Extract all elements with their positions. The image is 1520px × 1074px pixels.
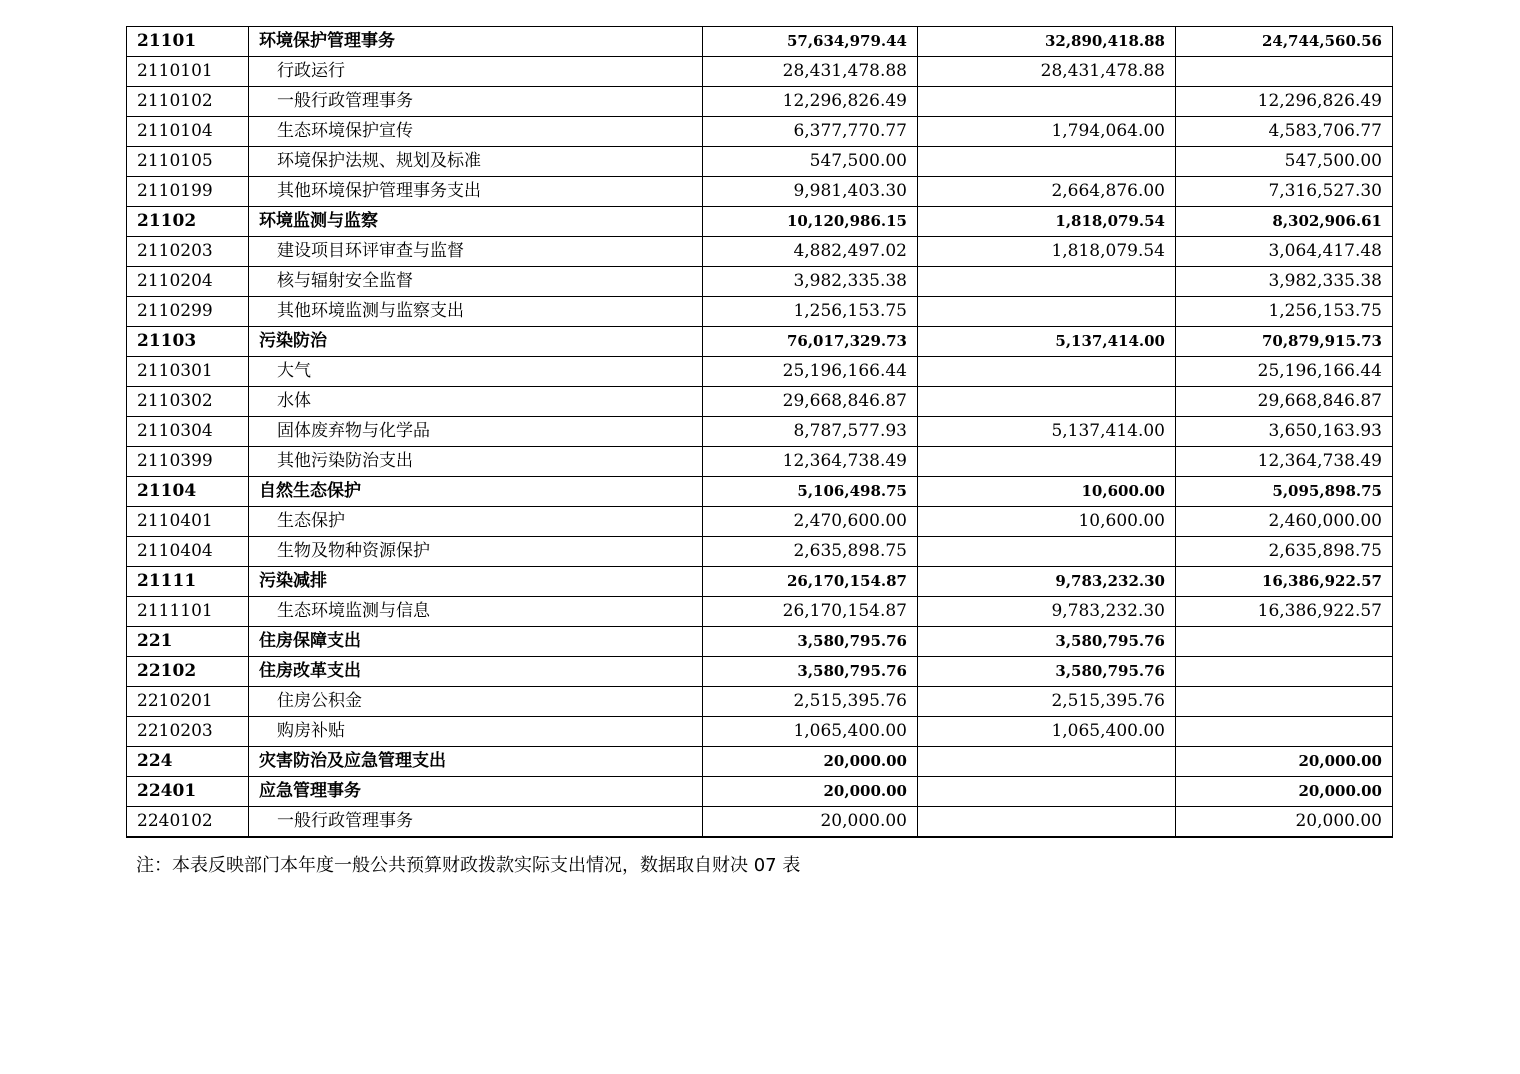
table-row-category (127, 627, 1393, 657)
project-expenditure-cell: 29,668,846.87 (1176, 387, 1393, 417)
basic-expenditure-cell (918, 297, 1176, 327)
total-cell: 9,981,403.30 (703, 177, 918, 207)
project-expenditure-cell: 12,364,738.49 (1176, 447, 1393, 477)
code-cell: 21111 (127, 567, 249, 597)
name-cell: 其他污染防治支出 (249, 447, 703, 477)
project-expenditure-cell: 3,064,417.48 (1176, 237, 1393, 267)
total-cell: 2,515,395.76 (703, 687, 918, 717)
project-expenditure-cell (1176, 657, 1393, 687)
name-cell: 其他环境监测与监察支出 (249, 297, 703, 327)
code-cell: 21102 (127, 207, 249, 237)
project-expenditure-cell: 3,982,335.38 (1176, 267, 1393, 297)
code-cell: 2110301 (127, 357, 249, 387)
name-cell: 大气 (249, 357, 703, 387)
basic-expenditure-cell: 2,664,876.00 (918, 177, 1176, 207)
basic-expenditure-cell: 5,137,414.00 (918, 327, 1176, 357)
total-cell: 57,634,979.44 (703, 27, 918, 57)
project-expenditure-cell: 547,500.00 (1176, 147, 1393, 177)
basic-expenditure-cell: 3,580,795.76 (918, 657, 1176, 687)
basic-expenditure-cell: 10,600.00 (918, 507, 1176, 537)
code-cell: 2111101 (127, 597, 249, 627)
project-expenditure-cell: 4,583,706.77 (1176, 117, 1393, 147)
table-row (127, 687, 1393, 717)
project-expenditure-cell: 25,196,166.44 (1176, 357, 1393, 387)
total-cell: 3,580,795.76 (703, 627, 918, 657)
total-cell: 20,000.00 (703, 807, 918, 838)
name-cell: 行政运行 (249, 57, 703, 87)
name-cell: 污染减排 (249, 567, 703, 597)
code-cell: 2110105 (127, 147, 249, 177)
basic-expenditure-cell (918, 777, 1176, 807)
table-row (127, 537, 1393, 567)
table-row (127, 177, 1393, 207)
basic-expenditure-cell (918, 537, 1176, 567)
name-cell: 环境保护管理事务 (249, 27, 703, 57)
project-expenditure-cell: 3,650,163.93 (1176, 417, 1393, 447)
code-cell: 2210201 (127, 687, 249, 717)
basic-expenditure-cell: 1,065,400.00 (918, 717, 1176, 747)
total-cell: 12,296,826.49 (703, 87, 918, 117)
name-cell: 建设项目环评审查与监督 (249, 237, 703, 267)
code-cell: 221 (127, 627, 249, 657)
basic-expenditure-cell: 28,431,478.88 (918, 57, 1176, 87)
basic-expenditure-cell: 10,600.00 (918, 477, 1176, 507)
basic-expenditure-cell: 32,890,418.88 (918, 27, 1176, 57)
code-cell: 21103 (127, 327, 249, 357)
basic-expenditure-cell (918, 447, 1176, 477)
code-cell: 2110199 (127, 177, 249, 207)
total-cell: 3,580,795.76 (703, 657, 918, 687)
code-cell: 2110401 (127, 507, 249, 537)
name-cell: 自然生态保护 (249, 477, 703, 507)
total-cell: 547,500.00 (703, 147, 918, 177)
table-row (127, 357, 1393, 387)
table-row-category (127, 207, 1393, 237)
project-expenditure-cell (1176, 687, 1393, 717)
table-row (127, 57, 1393, 87)
name-cell: 生态环境保护宣传 (249, 117, 703, 147)
total-cell: 20,000.00 (703, 777, 918, 807)
project-expenditure-cell (1176, 627, 1393, 657)
code-cell: 22102 (127, 657, 249, 687)
total-cell: 4,882,497.02 (703, 237, 918, 267)
name-cell: 购房补贴 (249, 717, 703, 747)
table-body (127, 27, 1393, 838)
project-expenditure-cell (1176, 717, 1393, 747)
name-cell: 应急管理事务 (249, 777, 703, 807)
code-cell: 2110399 (127, 447, 249, 477)
basic-expenditure-cell (918, 267, 1176, 297)
code-cell: 2110204 (127, 267, 249, 297)
basic-expenditure-cell (918, 807, 1176, 838)
total-cell: 12,364,738.49 (703, 447, 918, 477)
code-cell: 22401 (127, 777, 249, 807)
table-row (127, 597, 1393, 627)
name-cell: 灾害防治及应急管理支出 (249, 747, 703, 777)
project-expenditure-cell: 20,000.00 (1176, 747, 1393, 777)
project-expenditure-cell: 7,316,527.30 (1176, 177, 1393, 207)
table-row (127, 117, 1393, 147)
basic-expenditure-cell: 9,783,232.30 (918, 567, 1176, 597)
code-cell: 2110404 (127, 537, 249, 567)
basic-expenditure-cell: 3,580,795.76 (918, 627, 1176, 657)
total-cell: 28,431,478.88 (703, 57, 918, 87)
name-cell: 其他环境保护管理事务支出 (249, 177, 703, 207)
code-cell: 2110304 (127, 417, 249, 447)
code-cell: 2110101 (127, 57, 249, 87)
code-cell: 2110203 (127, 237, 249, 267)
table-row (127, 447, 1393, 477)
total-cell: 10,120,986.15 (703, 207, 918, 237)
total-cell: 5,106,498.75 (703, 477, 918, 507)
code-cell: 2110302 (127, 387, 249, 417)
basic-expenditure-cell: 1,818,079.54 (918, 237, 1176, 267)
total-cell: 2,635,898.75 (703, 537, 918, 567)
project-expenditure-cell: 70,879,915.73 (1176, 327, 1393, 357)
basic-expenditure-cell (918, 387, 1176, 417)
code-cell: 2210203 (127, 717, 249, 747)
name-cell: 一般行政管理事务 (249, 807, 703, 838)
project-expenditure-cell: 1,256,153.75 (1176, 297, 1393, 327)
project-expenditure-cell: 16,386,922.57 (1176, 567, 1393, 597)
table-row-category (127, 567, 1393, 597)
total-cell: 26,170,154.87 (703, 567, 918, 597)
total-cell: 1,256,153.75 (703, 297, 918, 327)
code-cell: 224 (127, 747, 249, 777)
project-expenditure-cell: 12,296,826.49 (1176, 87, 1393, 117)
project-expenditure-cell: 20,000.00 (1176, 807, 1393, 838)
name-cell: 水体 (249, 387, 703, 417)
project-expenditure-cell (1176, 57, 1393, 87)
code-cell: 21104 (127, 477, 249, 507)
total-cell: 1,065,400.00 (703, 717, 918, 747)
project-expenditure-cell: 5,095,898.75 (1176, 477, 1393, 507)
basic-expenditure-cell: 2,515,395.76 (918, 687, 1176, 717)
total-cell: 2,470,600.00 (703, 507, 918, 537)
basic-expenditure-cell (918, 147, 1176, 177)
total-cell: 76,017,329.73 (703, 327, 918, 357)
name-cell: 环境保护法规、规划及标准 (249, 147, 703, 177)
table-row-category (127, 657, 1393, 687)
name-cell: 生态保护 (249, 507, 703, 537)
table-row (127, 807, 1393, 838)
name-cell: 固体废弃物与化学品 (249, 417, 703, 447)
total-cell: 29,668,846.87 (703, 387, 918, 417)
total-cell: 6,377,770.77 (703, 117, 918, 147)
project-expenditure-cell: 16,386,922.57 (1176, 597, 1393, 627)
table-row (127, 417, 1393, 447)
code-cell: 2110104 (127, 117, 249, 147)
table-row (127, 267, 1393, 297)
total-cell: 20,000.00 (703, 747, 918, 777)
table-row (127, 717, 1393, 747)
name-cell: 环境监测与监察 (249, 207, 703, 237)
basic-expenditure-cell (918, 747, 1176, 777)
expenditure-table (126, 26, 1393, 838)
code-cell: 2240102 (127, 807, 249, 838)
code-cell: 21101 (127, 27, 249, 57)
project-expenditure-cell: 2,635,898.75 (1176, 537, 1393, 567)
name-cell: 生态环境监测与信息 (249, 597, 703, 627)
table-row (127, 87, 1393, 117)
table-row-category (127, 327, 1393, 357)
basic-expenditure-cell: 9,783,232.30 (918, 597, 1176, 627)
basic-expenditure-cell (918, 87, 1176, 117)
project-expenditure-cell: 2,460,000.00 (1176, 507, 1393, 537)
table-row (127, 147, 1393, 177)
table-row (127, 387, 1393, 417)
table-row (127, 237, 1393, 267)
basic-expenditure-cell: 5,137,414.00 (918, 417, 1176, 447)
total-cell: 8,787,577.93 (703, 417, 918, 447)
name-cell: 核与辐射安全监督 (249, 267, 703, 297)
name-cell: 一般行政管理事务 (249, 87, 703, 117)
total-cell: 25,196,166.44 (703, 357, 918, 387)
table-row-category (127, 777, 1393, 807)
name-cell: 住房保障支出 (249, 627, 703, 657)
basic-expenditure-cell: 1,794,064.00 (918, 117, 1176, 147)
project-expenditure-cell: 24,744,560.56 (1176, 27, 1393, 57)
table-row-category (127, 747, 1393, 777)
name-cell: 住房改革支出 (249, 657, 703, 687)
total-cell: 3,982,335.38 (703, 267, 918, 297)
table-row-category (127, 477, 1393, 507)
table-row-category (127, 27, 1393, 57)
table-row (127, 297, 1393, 327)
code-cell: 2110299 (127, 297, 249, 327)
total-cell: 26,170,154.87 (703, 597, 918, 627)
name-cell: 生物及物种资源保护 (249, 537, 703, 567)
table-row (127, 507, 1393, 537)
basic-expenditure-cell (918, 357, 1176, 387)
name-cell: 污染防治 (249, 327, 703, 357)
project-expenditure-cell: 20,000.00 (1176, 777, 1393, 807)
table-footnote: 注：本表反映部门本年度一般公共预算财政拨款实际支出情况，数据取自财决 07 表 (136, 855, 801, 876)
basic-expenditure-cell: 1,818,079.54 (918, 207, 1176, 237)
name-cell: 住房公积金 (249, 687, 703, 717)
code-cell: 2110102 (127, 87, 249, 117)
project-expenditure-cell: 8,302,906.61 (1176, 207, 1393, 237)
